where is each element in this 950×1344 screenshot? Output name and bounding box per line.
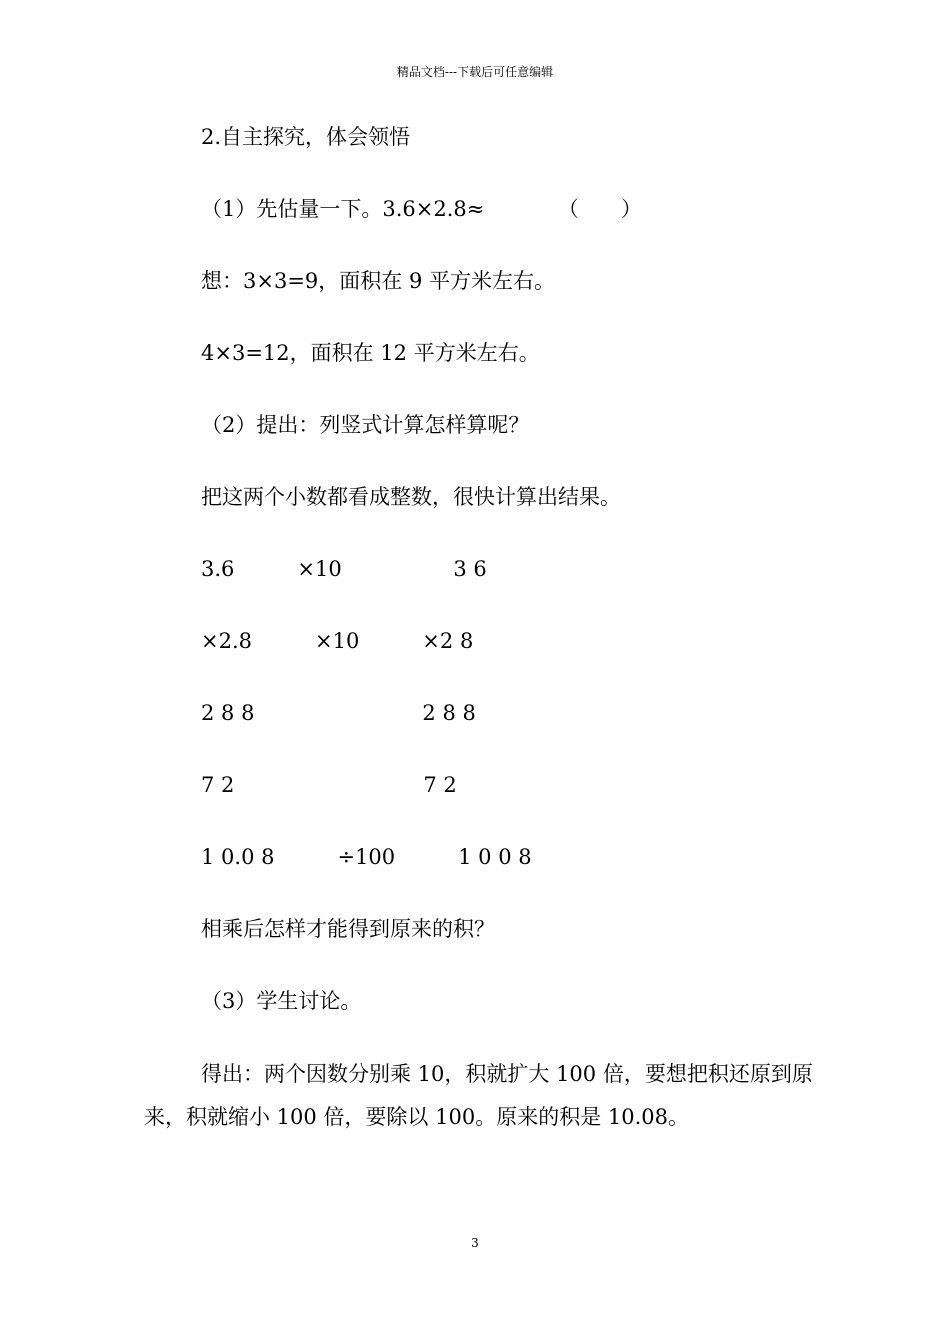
question-line-2: 相乘后怎样才能得到原来的积？ <box>201 917 495 941</box>
calc-row-5: 1 0.0 8 ÷100 1 0 0 8 <box>201 845 532 869</box>
discussion-line: （3）学生讨论。 <box>201 989 362 1013</box>
section-heading: 2.自主探究，体会领悟 <box>201 125 411 149</box>
calc-row-3: 2 8 8 2 8 8 <box>201 701 476 725</box>
think-line-1: 想：3×3=9，面积在 9 平方米左右。 <box>201 269 555 293</box>
calc-row-4: 7 2 7 2 <box>201 773 457 797</box>
page-number: 3 <box>471 1236 479 1250</box>
conclusion-paragraph: 得出：两个因数分别乘 10，积就扩大 100 倍，要想把积还原到原来，积就缩小 100 倍，要除以 100。原来的积是 10.08。 <box>144 1062 813 1129</box>
think-line-2: 4×3=12，面积在 12 平方米左右。 <box>201 341 540 365</box>
page-header: 精品文档---下载后可任意编辑 <box>396 65 554 79</box>
method-line: 把这两个小数都看成整数，很快计算出结果。 <box>201 485 621 509</box>
question-line: （2）提出：列竖式计算怎样算呢？ <box>201 413 530 437</box>
calc-row-1: 3.6 ×10 3 6 <box>201 557 487 581</box>
estimate-line: （1）先估量一下。3.6×2.8≈ （ ） <box>201 197 642 221</box>
calc-row-2: ×2.8 ×10 ×2 8 <box>201 629 474 653</box>
